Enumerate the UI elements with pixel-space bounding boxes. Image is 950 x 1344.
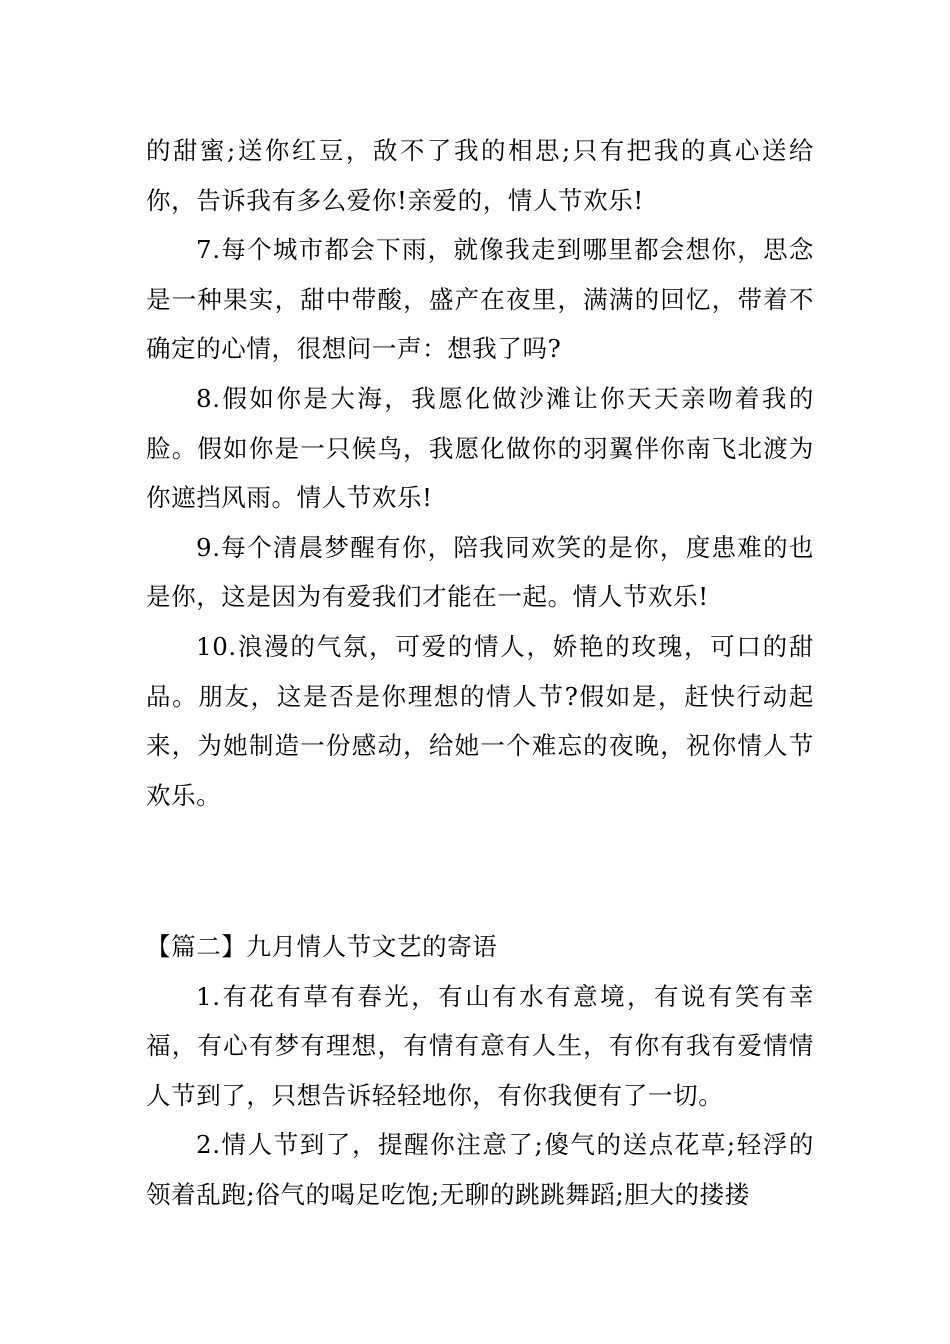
list-item-2: 2.情人节到了，提醒你注意了;傻气的送点花草;轻浮的领着乱跑;俗气的喝足吃饱;无聊的跳跳舞蹈;胆大的搂搂 <box>146 1130 814 1209</box>
continuation-paragraph: 的甜蜜;送你红豆，敌不了我的相思;只有把我的真心送给你，告诉我有多么爱你!亲爱的，情人节欢乐! <box>146 136 814 215</box>
list-item-9: 9.每个清晨梦醒有你，陪我同欢笑的是你，度患难的也是你，这是因为有爱我们才能在一起。情人节欢乐! <box>146 532 814 612</box>
list-item-7: 7.每个城市都会下雨，就像我走到哪里都会想你，思念是一种果实，甜中带酸，盛产在夜里，满满的回忆，带着不确定的心情，很想问一声：想我了吗? <box>146 235 814 364</box>
section-heading: 【篇二】九月情人节文艺的寄语 <box>146 932 498 961</box>
list-item-10: 10.浪漫的气氛，可爱的情人，娇艳的玫瑰，可口的甜品。朋友，这是否是你理想的情人节?假如是，赶快行动起来，为她制造一份感动，给她一个难忘的夜晚，祝你情人节欢乐。 <box>146 631 814 810</box>
text-block-section-two <box>146 922 814 1220</box>
text-block-top <box>146 126 814 820</box>
list-item-8: 8.假如你是大海，我愿化做沙滩让你天天亲吻着我的脸。假如你是一只候鸟，我愿化做你的羽翼伴你南飞北渡为你遮挡风雨。情人节欢乐! <box>146 383 814 513</box>
list-item-1: 1.有花有草有春光，有山有水有意境，有说有笑有幸福，有心有梦有理想，有情有意有人生，有你有我有爱情情人节到了，只想告诉轻轻地你，有你我便有了一切。 <box>146 981 814 1110</box>
